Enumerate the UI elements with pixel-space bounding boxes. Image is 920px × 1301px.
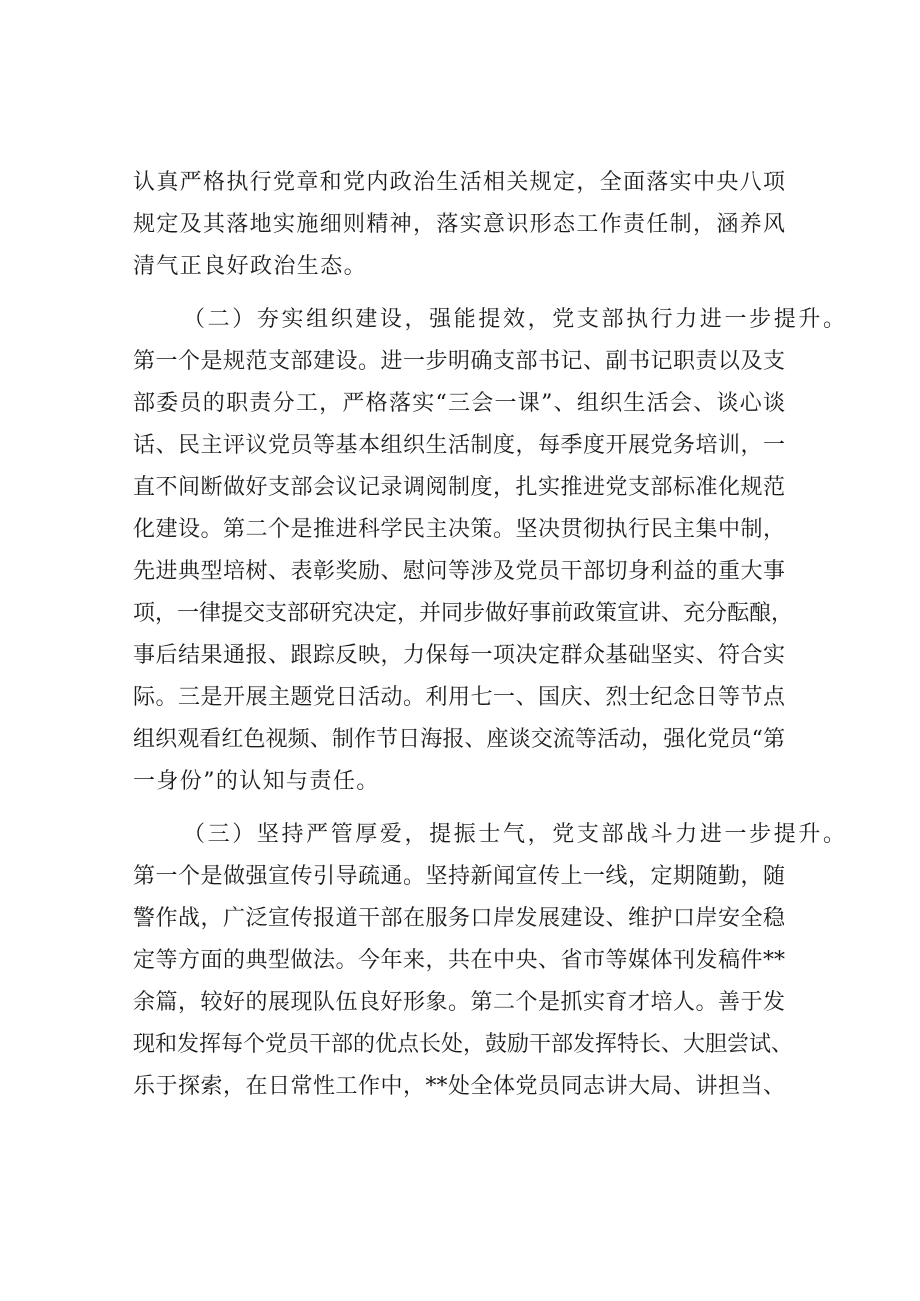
text-line: 第一个是规范支部建设。进一步明确支部书记、副书记职责以及支 [133, 349, 785, 374]
text-line: 一身份”的认知与责任。 [133, 769, 380, 794]
paragraph-2 [133, 299, 845, 803]
section-heading-line: （二）夯实组织建设，强能提效，党支部执行力进一步提升。 [183, 307, 845, 332]
text-line: 规定及其落地实施细则精神，落实意识形态工作责任制，涵养风 [133, 212, 785, 237]
text-line: 警作战，广泛宣传报道干部在服务口岸发展建设、维护口岸安全稳 [133, 906, 785, 931]
text-line: 余篇，较好的展现队伍良好形象。第二个是抓实育才培人。善于发 [133, 990, 785, 1015]
text-line: 清气正良好政治生态。 [133, 254, 368, 279]
paragraph-3 [133, 814, 845, 1108]
text-line: 直不间断做好支部会议记录调阅制度，扎实推进党支部标准化规范 [133, 475, 785, 500]
text-line: 项，一律提交支部研究决定，并同步做好事前政策宣讲、充分酝酿， [133, 601, 794, 626]
text-line: 第一个是做强宣传引导疏通。坚持新闻宣传上一线，定期随勤，随 [133, 864, 785, 889]
text-line: 认真严格执行党章和党内政治生活相关规定，全面落实中央八项 [133, 170, 785, 195]
text-line: 先进典型培树、表彰奖励、慰问等涉及党员干部切身利益的重大事 [133, 559, 785, 584]
text-line: 话、民主评议党员等基本组织生活制度，每季度开展党务培训，一 [133, 433, 785, 458]
text-line: 定等方面的典型做法。今年来，共在中央、省市等媒体刊发稿件** [133, 948, 785, 973]
text-line: 现和发挥每个党员干部的优点长处，鼓励干部发挥特长、大胆尝试、 [133, 1032, 794, 1057]
text-line: 部委员的职责分工，严格落实“三会一课”、组织生活会、谈心谈 [133, 391, 785, 416]
text-line: 组织观看红色视频、制作节日海报、座谈交流等活动，强化党员“第 [133, 727, 785, 752]
paragraph-1 [133, 162, 785, 288]
section-heading-line: （三）坚持严管厚爱，提振士气，党支部战斗力进一步提升。 [183, 822, 845, 847]
text-line: 际。三是开展主题党日活动。利用七一、国庆、烈士纪念日等节点 [133, 685, 785, 710]
text-line: 乐于探索，在日常性工作中，**处全体党员同志讲大局、讲担当、 [133, 1074, 785, 1099]
text-line: 化建设。第二个是推进科学民主决策。坚决贯彻执行民主集中制， [133, 517, 785, 542]
document-page [133, 162, 845, 1119]
text-line: 事后结果通报、跟踪反映，力保每一项决定群众基础坚实、符合实 [133, 643, 785, 668]
